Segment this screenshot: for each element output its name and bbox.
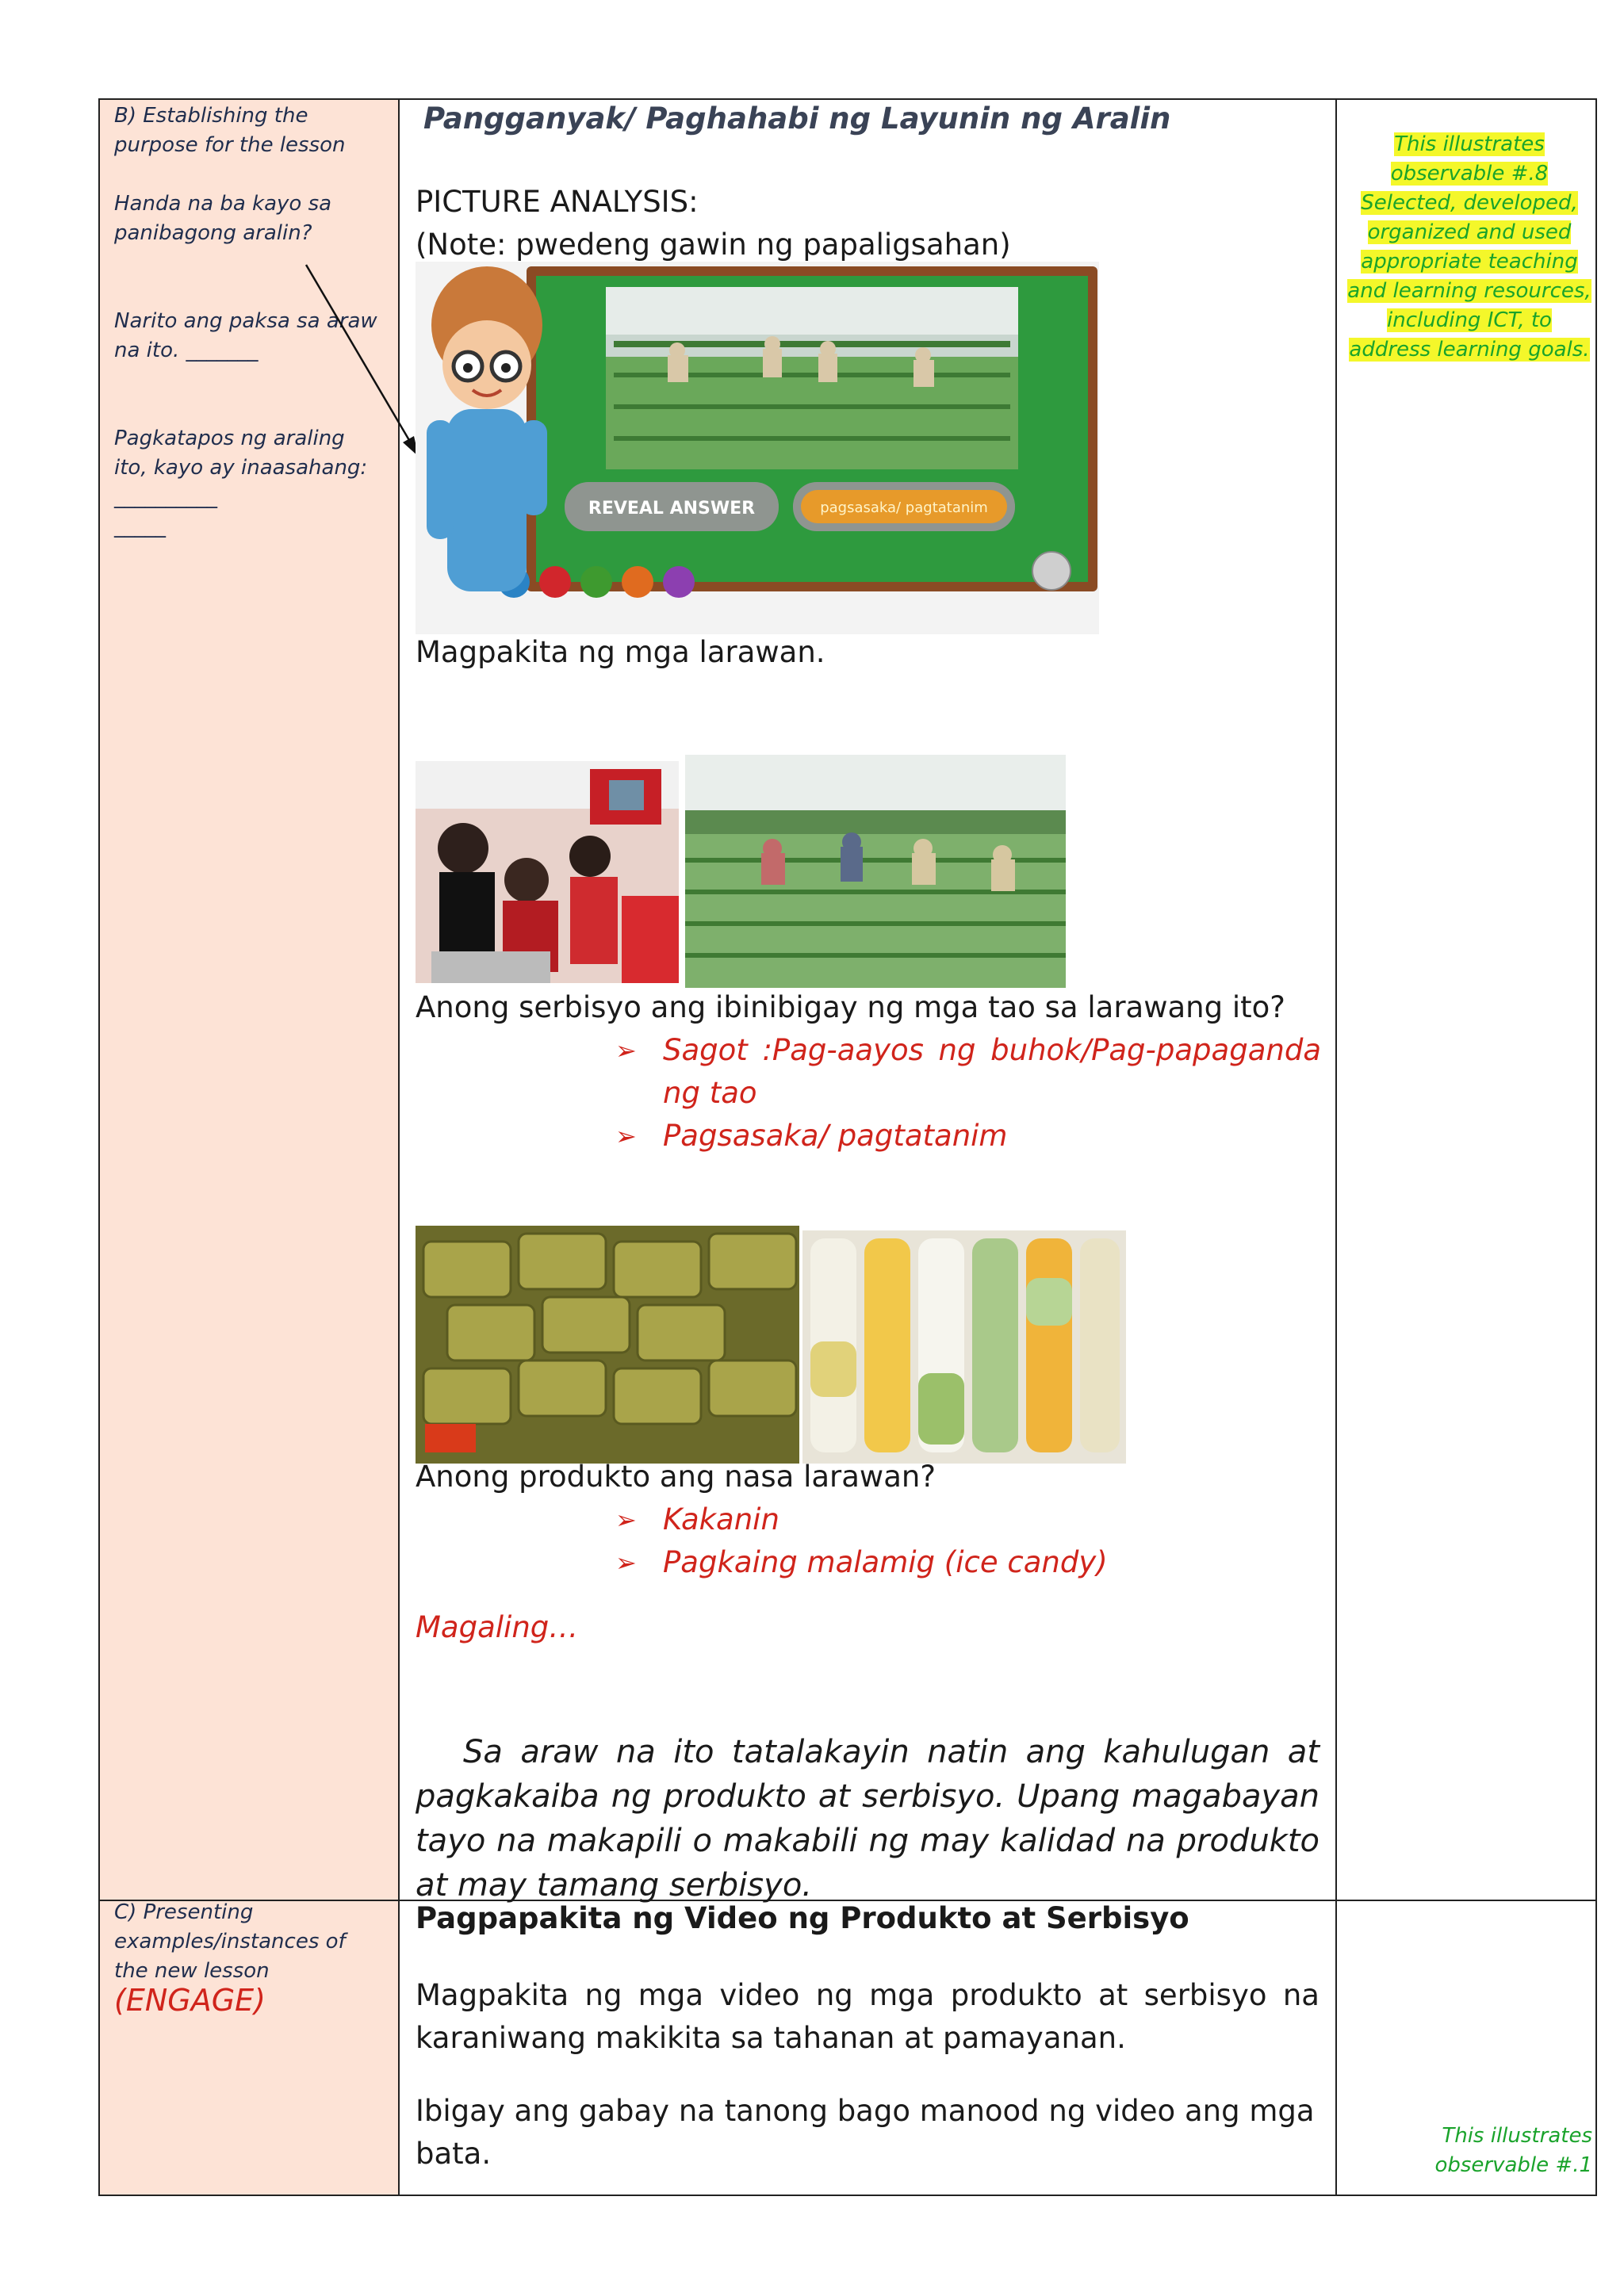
salon-photo (416, 761, 679, 983)
product-answer-item (615, 1498, 1321, 1541)
lesson-intro-paragraph: Sa araw na ito tatalakayin natin ang kahulugan at pagkakaiba ng produkto at serbisyo. Upang magabayan tayo na makapili o makabili ng may kalidad na produkto at may tamang serbisyo. (416, 1734, 1320, 1904)
show-pictures-instruction: Magpakita ng mga larawan. (416, 635, 825, 669)
arrow-bullet-icon: ➢ (615, 1505, 637, 1535)
product-answer-2: Pagkaing malamig (ice candy) (663, 1545, 1108, 1579)
section-b-question-1: Handa na ba kayo sa panibagong aralin? (114, 192, 332, 245)
lesson-heading: Pangganyak/ Paghahabi ng Layunin ng Aralin (423, 101, 1171, 136)
observable-1-note: This illustrates observable #.1 (1434, 2124, 1592, 2177)
picture-analysis-block (416, 181, 1335, 266)
section-b-blank-2: _____ (114, 515, 166, 538)
video-instruction-paragraph: Magpakita ng mga video ng mga produkto at serbisyo na karaniwang makikita sa tahanan at pamayanan. (416, 1978, 1320, 2055)
section-b-blank-1: __________ (114, 485, 217, 509)
picture-analysis-label: PICTURE ANALYSIS: (416, 185, 699, 219)
salon-illustration (416, 761, 679, 983)
slide-image (416, 262, 1099, 634)
arrow-bullet-icon: ➢ (615, 1035, 637, 1066)
service-answer-2: Pagsasaka/ pagtatanim (663, 1119, 1008, 1153)
guide-question-instruction: Ibigay ang gabay na tanong bago manood ng video ang mga bata. (416, 2094, 1315, 2171)
section-c-left-cell (114, 1898, 382, 2018)
video-section-heading: Pagpapakita ng Video ng Produkto at Serbisyo (416, 1901, 1189, 1935)
column-divider-2 (1335, 100, 1337, 2195)
arrow-bullet-icon: ➢ (615, 1121, 637, 1151)
service-answer-1: Sagot :Pag-aayos ng buhok/Pag-papaganda ng tao (663, 1033, 1321, 1110)
slide-illustration (416, 262, 1099, 634)
service-answer-item (615, 1029, 1321, 1115)
picture-analysis-note: (Note: pwedeng gawin ng papaligsahan) (416, 228, 1011, 262)
product-answer-1: Kakanin (663, 1502, 779, 1536)
rice-field-illustration (685, 755, 1066, 988)
ice-candy-photo (802, 1230, 1126, 1464)
slide-answer-button-label: pagsasaka/ pagtatanim (820, 499, 988, 516)
section-b-question-2: Narito ang paksa sa araw na ito. _______ (114, 309, 377, 362)
observable-8-note (1346, 130, 1592, 365)
arrow-bullet-icon: ➢ (615, 1548, 637, 1578)
section-c-engage: (ENGAGE) (114, 1983, 266, 2018)
service-question: Anong serbisyo ang ibinibigay ng mga tao sa larawang ito? (416, 990, 1285, 1024)
section-c-title: C) Presenting examples/instances of the new lesson (114, 1900, 346, 1983)
section-b-title: B) Establishing the purpose for the lesson (114, 104, 346, 157)
slide-reveal-button-label: REVEAL ANSWER (588, 499, 756, 519)
kakanin-photo (416, 1226, 799, 1464)
service-answers-list (615, 1029, 1321, 1158)
product-answer-item (615, 1541, 1321, 1584)
section-b-question-3: Pagkatapos ng araling ito, kayo ay inaasahang: (114, 427, 368, 480)
ice-candy-illustration (802, 1230, 1126, 1464)
pointer-arrow (301, 262, 428, 460)
praise-text: Magaling… (416, 1610, 579, 1644)
product-question: Anong produkto ang nasa larawan? (416, 1460, 936, 1494)
observable-8-text: This illustrates observable #.8 Selected, developed, organized and used appropriate teaching and learning resources, including ICT, to address learning goals. (1347, 132, 1591, 362)
kakanin-illustration (416, 1226, 799, 1464)
section-b-heading (423, 101, 1343, 136)
rice-field-photo (685, 755, 1066, 988)
product-answers-list (615, 1498, 1321, 1584)
service-answer-item (615, 1115, 1321, 1158)
